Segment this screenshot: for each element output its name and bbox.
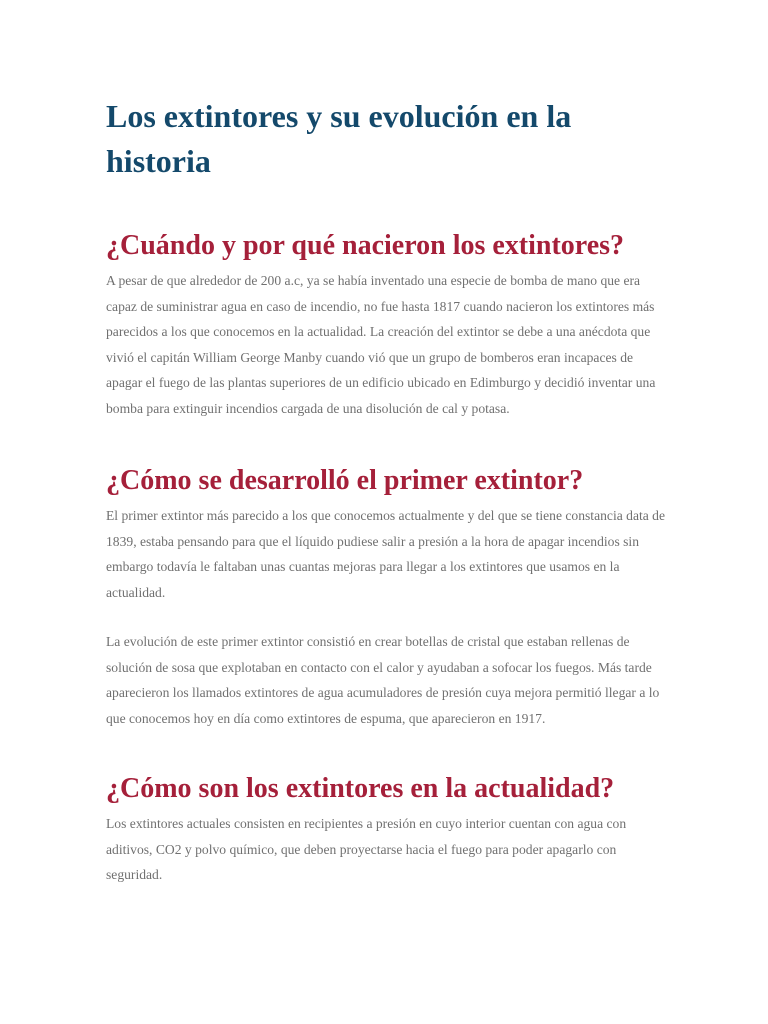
section-current-extinguishers [106,771,666,888]
document-title: Los extintores y su evolución en la historia [106,98,572,179]
section-heading: ¿Cómo se desarrolló el primer extintor? [106,465,584,496]
section-paragraph: El primer extintor más parecido a los que conocemos actualmente y del que se tiene constancia data de 1839, estaba pensando para que el líquido pudiese salir a presión a la hora de apagar incendios sin embargo todavía le faltaban unas cuantas mejoras para llegar a los extintores que usamos en la actualidad. [106,508,666,600]
section-paragraph: A pesar de que alrededor de 200 a.c, ya se había inventado una especie de bomba de mano que era capaz de suministrar agua en caso de incendio, no fue hasta 1817 cuando nacieron los extintores más parecidos a los que conocemos en la actualidad. La creación del extintor se debe a una anécdota que vivió el capitán William George Manby cuando vió que un grupo de bomberos eran incapaces de apagar el fuego de las plantas superiores de un edificio ubicado en Edimburgo y decidió inventar una bomba para extinguir incendios cargada de una disolución de cal y potasa. [106,273,656,416]
section-first-extinguisher [106,463,666,731]
section-heading: ¿Cuándo y por qué nacieron los extintores? [106,230,625,261]
section-heading: ¿Cómo son los extintores en la actualidad? [106,773,615,804]
section-origin [106,228,666,421]
section-paragraph: La evolución de este primer extintor consistió en crear botellas de cristal que estaban rellenas de solución de sosa que explotaban en contacto con el calor y ayudaban a sofocar los fuegos. Más tarde aparecieron los llamados extintores de agua acumuladores de presión cuya mejora permitió llegar a lo que conocemos hoy en día como extintores de espuma, que aparecieron en 1917. [106,634,660,726]
section-paragraph: Los extintores actuales consisten en recipientes a presión en cuyo interior cuentan con agua con aditivos, CO2 y polvo químico, que deben proyectarse hacia el fuego para poder apagarlo con seguridad. [106,816,627,882]
